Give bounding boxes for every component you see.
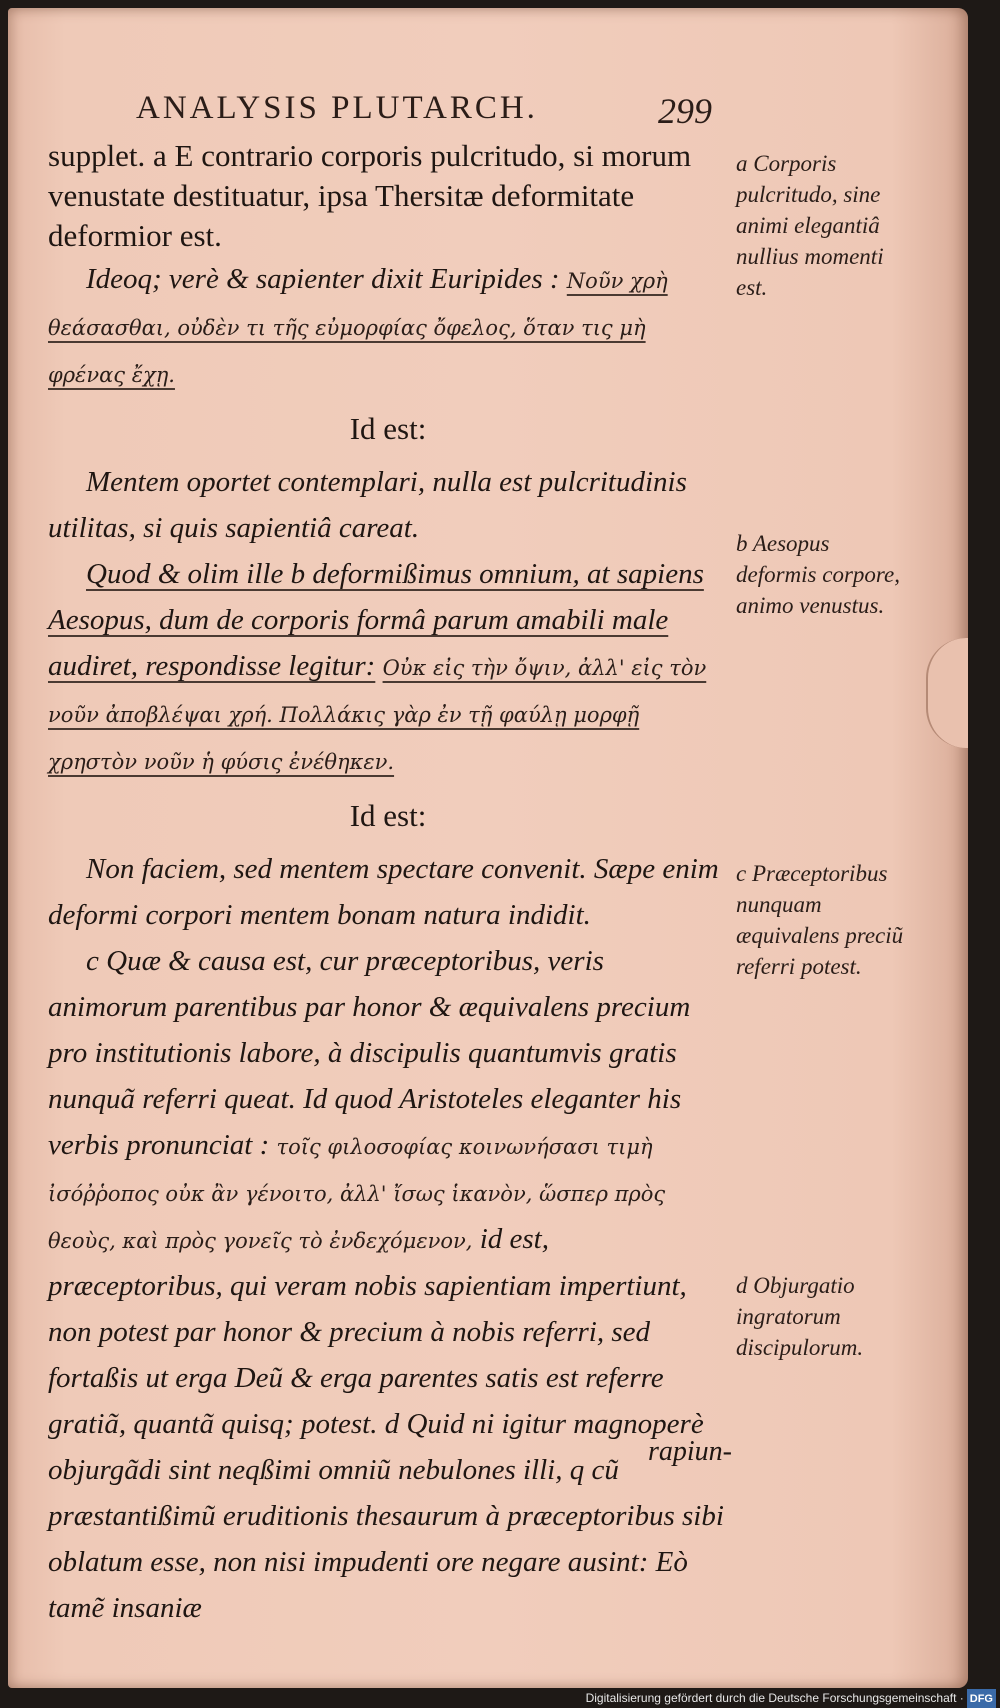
aesopus-intro: Quod & olim ille b deformißimus omnium, at sapiens Aesopus, dum de corporis formâ parum amabili male audiret, respondisse legitur: [48,558,704,682]
euripides-intro: Ideoq; verè & sapienter dixit Euripides : [86,263,560,295]
page-edge-fold [926,638,968,748]
paragraph-translation-2: Non faciem, sed mentem spectare convenit. Sæpe enim deformi corpori mentem bonam natura indidit. [48,853,719,931]
praeceptores-intro: c Quæ & causa est, cur præceptoribus, veris animorum parentibus par honor & æquivalens precium pro institutionis labore, à discipulis quantumvis gratis nunquã referri queat. Id quod Aristoteles eleganter his verbis pronunciat : [48,945,691,1161]
margin-note-b: b Aesopus deformis corpore, animo venustus. [736,531,900,618]
paragraph-aesopus [48,551,728,784]
page-number: 299 [658,91,712,131]
paragraph-translation-1: Mentem oportet contemplari, nulla est pulcritudinis utilitas, si quis sapientiâ careat. [48,466,687,544]
dfg-logo: DFG [967,1689,996,1708]
book-page [8,8,968,1688]
running-head: ANALYSIS PLUTARCH. [136,90,538,126]
aristoteles-greek-quote: τοῖς φιλοσοφίας κοινωνήσασι τιμὴ ἰσόῤῥοπος οὐκ ἂν γένοιτο, ἀλλ' ἴσως ἱκανὸν, ὥσπερ πρὸς θεοὺς, καὶ πρὸς γονεῖς τὸ ἐνδεχόμενον, [48,1135,666,1253]
aesopus-greek-quote: Οὐκ εἰς τὴν ὄψιν, ἀλλ' εἰς τὸν νοῦν ἀποβλέψαι χρή. Πολλάκις γὰρ ἐν τῇ φαύλῃ μορφῇ χρηστὸν νοῦν ἡ φύσις ἐνέθηκεν. [48,656,707,774]
euripides-greek-quote: Νοῦν χρὴ θεάσασθαι, οὐδὲν τι τῆς εὐμορφίας ὄφελος, ὅταν τις μὴ φρένας ἔχῃ. [48,269,668,387]
margin-note-d: d Objurgatio ingratorum discipulorum. [736,1273,864,1360]
margin-note-a: a Corporis pulcritudo, sine animi elegantiâ nullius momenti est. [736,151,884,300]
paragraph-praeceptores [48,938,728,1631]
main-text-block [48,136,728,1631]
id-est-heading-1: Id est: [349,411,427,446]
digitization-credit [560,1688,996,1708]
margin-note-c: c Præceptoribus nunquam æquivalens preciũ referri potest. [736,861,904,979]
catchword: rapiun- [648,1436,732,1467]
paragraph-thersites: supplet. a E contrario corporis pulcritudo, si morum venustate destituatur, ipsa Thersitæ deformitate deformior est. [48,138,692,253]
credit-text: Digitalisierung gefördert durch die Deutsche Forschungsgemeinschaft · [585,1691,964,1705]
praeceptores-continuation: id est, præceptoribus, qui veram nobis sapientiam impertiunt, non potest par honor & precium à nobis referri, sed fortaßis ut erga Deũ & erga parentes satis est referre gratiã, quantã quisq; potest. d Quid ni igitur magnoperè objurgãdi sint neqßimi omniũ nebulones illi, q cũ præstantißimũ eruditionis thesaurum à præceptoribus sibi oblatum esse, non nisi impudenti ore negare ausint: Eò tamẽ insaniæ [48,1223,724,1624]
id-est-heading-2: Id est: [349,798,427,833]
paragraph-euripides [48,256,728,397]
